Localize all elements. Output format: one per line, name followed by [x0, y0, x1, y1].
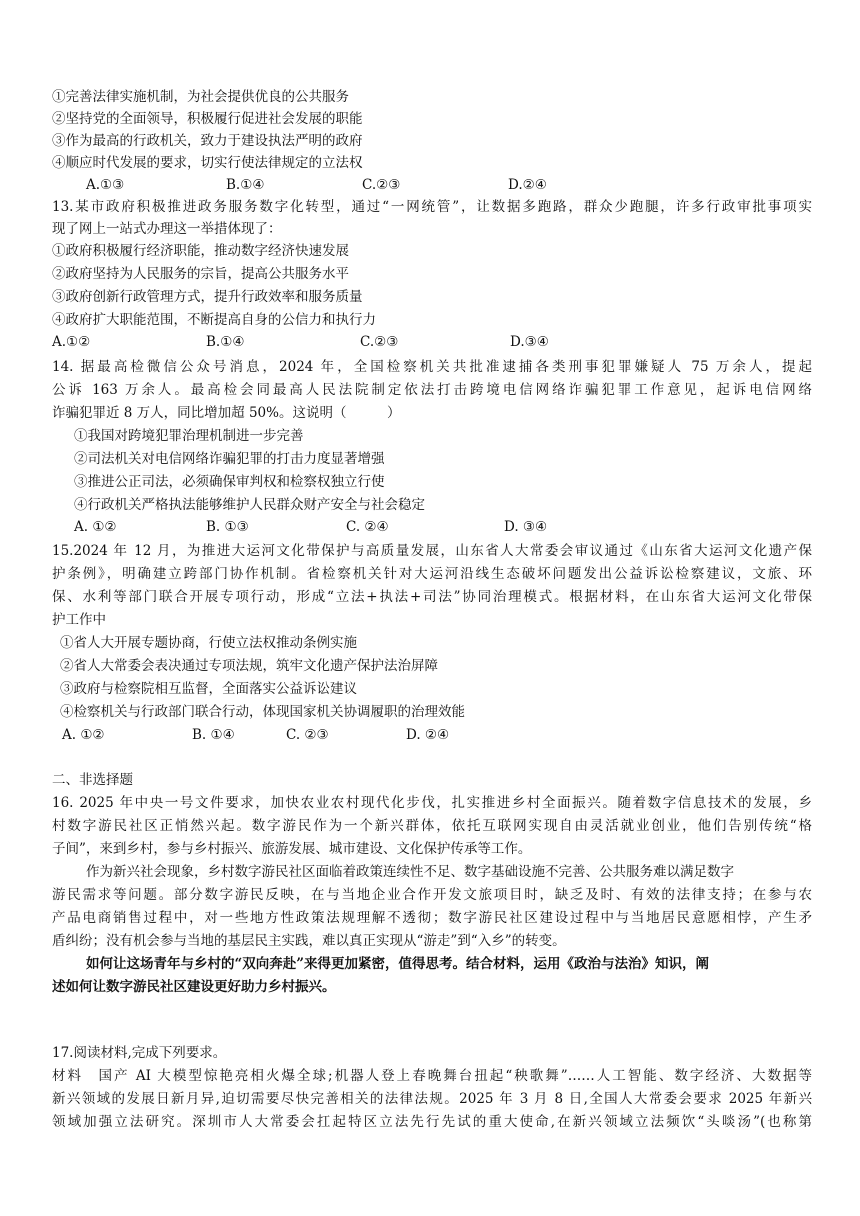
q14-options — [0, 516, 860, 538]
q15-item-4: ④检察机关与行政部门联合行动，体现国家机关协调履职的治理效能 — [60, 704, 465, 720]
section-title: 二、非选择题 — [52, 772, 133, 788]
q13-item-4: ④政府扩大职能范围，不断提高自身的公信力和执行力 — [52, 312, 376, 328]
q15-item-2: ②省人大常委会表决通过专项法规，筑牢文化遗产保护法治屏障 — [60, 658, 438, 674]
q15-stem-line-3: 保、水利等部门联合开展专项行动，形成“立法+执法+司法”协同治理模式。根据材料，在山东省大运河文化带保 — [52, 589, 812, 605]
q12-options — [0, 174, 860, 196]
q13-stem-line-2: 现了网上一站式办理这一举措体现了： — [52, 221, 282, 237]
q13-item-1: ①政府积极履行经济职能，推动数字经济快速发展 — [52, 243, 349, 259]
q14-item-1: ①我国对跨境犯罪治理机制进一步完善 — [74, 428, 304, 444]
q14-item-3: ③推进公正司法，必须确保审判权和检察权独立行使 — [74, 474, 385, 490]
q15-options — [0, 724, 860, 746]
q14-stem-line-2: 公诉 163 万余人。最高检会同最高人民法院制定依法打击跨境电信网络诈骗犯罪工作意见，起诉电信网络 — [52, 382, 812, 398]
q15-option-a[interactable]: A. ①② — [62, 727, 105, 743]
q12-option-d[interactable]: D.②④ — [508, 177, 547, 193]
q13-options — [0, 331, 860, 353]
q15-option-d[interactable]: D. ②④ — [406, 727, 450, 743]
q17-material-line-3: 领域加强立法研究。深圳市人大常委会扛起特区立法先行先试的重大使命,在新兴领域立法频饮“头啖汤”(也称第 — [52, 1114, 812, 1130]
q12-item-4: ④顺应时代发展的要求，切实行使法律规定的立法权 — [52, 155, 363, 171]
q14-option-b[interactable]: B. ①③ — [206, 519, 249, 535]
q13-stem-line-1: 13.某市政府积极推进政务服务数字化转型，通过“一网统管”，让数据多跑路，群众少跑腿，许多行政审批事项实 — [52, 199, 812, 215]
q14-stem-line-1: 14. 据最高检微信公众号消息，2024 年，全国检察机关共批准逮捕各类刑事犯罪嫌疑人 75 万余人，提起 — [52, 359, 812, 375]
q13-option-b[interactable]: B.①④ — [206, 334, 245, 350]
q17-material-line-1: 材料 国产 AI 大模型惊艳亮相火爆全球;机器人登上春晚舞台扭起“秧歌舞”……人工智能、数字经济、大数据等 — [52, 1068, 812, 1084]
q16-para2-line-4: 盾纠纷；没有机会参与当地的基层民主实践，难以真正实现从“游走”到“入乡”的转变。 — [52, 933, 566, 949]
q16-para1-line-1: 16. 2025 年中央一号文件要求，加快农业农村现代化步伐，扎实推进乡村全面振兴。随着数字信息技术的发展，乡 — [52, 795, 812, 811]
q12-option-b[interactable]: B.①④ — [226, 177, 265, 193]
q13-item-3: ③政府创新行政管理方式，提升行政效率和服务质量 — [52, 289, 363, 305]
q16-para1-line-2: 村数字游民社区正悄然兴起。数字游民作为一个新兴群体，依托互联网实现自由灵活就业创业，他们告别传统“格 — [52, 818, 812, 834]
q13-option-c[interactable]: C.②③ — [360, 334, 399, 350]
q16-question-line-1: 如何让这场青年与乡村的“双向奔赴”来得更加紧密，值得思考。结合材料，运用《政治与法治》知识，阐 — [86, 956, 710, 972]
q16-para2-line-1: 作为新兴社会现象，乡村数字游民社区面临着政策连续性不足、数字基础设施不完善、公共服务难以满足数字 — [86, 864, 734, 880]
q16-para2-line-3: 产品电商销售过程中，对一些地方性政策法规理解不透彻；数字游民社区建设过程中与当地居民意愿相悖，产生矛 — [52, 910, 812, 926]
q15-stem-line-4: 护工作中 — [52, 612, 106, 628]
q15-item-3: ③政府与检察院相互监督，全面落实公益诉讼建议 — [60, 681, 357, 697]
q12-item-3: ③作为最高的行政机关，致力于建设执法严明的政府 — [52, 133, 363, 149]
q16-question-line-2: 述如何让数字游民社区建设更好助力乡村振兴。 — [52, 979, 336, 995]
q15-item-1: ①省人大开展专题协商，行使立法权推动条例实施 — [60, 635, 357, 651]
q12-option-c[interactable]: C.②③ — [362, 177, 401, 193]
q16-para2-line-2: 游民需求等问题。部分数字游民反映，在与当地企业合作开发文旅项目时，缺乏及时、有效的法律支持；在参与农 — [52, 887, 812, 903]
q12-option-a[interactable]: A.①③ — [86, 177, 125, 193]
q13-option-d[interactable]: D.③④ — [510, 334, 549, 350]
q13-option-a[interactable]: A.①② — [52, 334, 91, 350]
q15-option-b[interactable]: B. ①④ — [192, 727, 235, 743]
q17-title: 17.阅读材料,完成下列要求。 — [52, 1045, 227, 1061]
q14-option-d[interactable]: D. ③④ — [504, 519, 548, 535]
q14-option-c[interactable]: C. ②④ — [346, 519, 389, 535]
q16-para1-line-3: 子间”，来到乡村，参与乡村振兴、旅游发展、城市建设、文化保护传承等工作。 — [52, 841, 532, 857]
q15-option-c[interactable]: C. ②③ — [286, 727, 329, 743]
q15-stem-line-2: 护条例》，明确建立跨部门协作机制。省检察机关针对大运河沿线生态破坏问题发出公益诉讼检察建议，文旅、环 — [52, 566, 812, 582]
q15-stem-line-1: 15.2024 年 12 月，为推进大运河文化带保护与高质量发展，山东省人大常委会审议通过《山东省大运河文化遗产保 — [52, 543, 812, 559]
q12-item-1: ①完善法律实施机制，为社会提供优良的公共服务 — [52, 89, 349, 105]
q14-item-4: ④行政机关严格执法能够维护人民群众财产安全与社会稳定 — [74, 497, 425, 513]
q12-item-2: ②坚持党的全面领导，积极履行促进社会发展的职能 — [52, 111, 363, 127]
q14-option-a[interactable]: A. ①② — [74, 519, 117, 535]
q14-stem-line-3: 诈骗犯罪近 8 万人，同比增加超 50%。这说明（ ） — [52, 405, 401, 421]
q14-item-2: ②司法机关对电信网络诈骗犯罪的打击力度显著增强 — [74, 451, 385, 467]
q17-material-line-2: 新兴领域的发展日新月异,迫切需要尽快完善相关的法律法规。2025 年 3 月 8 日,全国人大常委会要求 2025 年新兴 — [52, 1091, 812, 1107]
q13-item-2: ②政府坚持为人民服务的宗旨，提高公共服务水平 — [52, 266, 349, 282]
